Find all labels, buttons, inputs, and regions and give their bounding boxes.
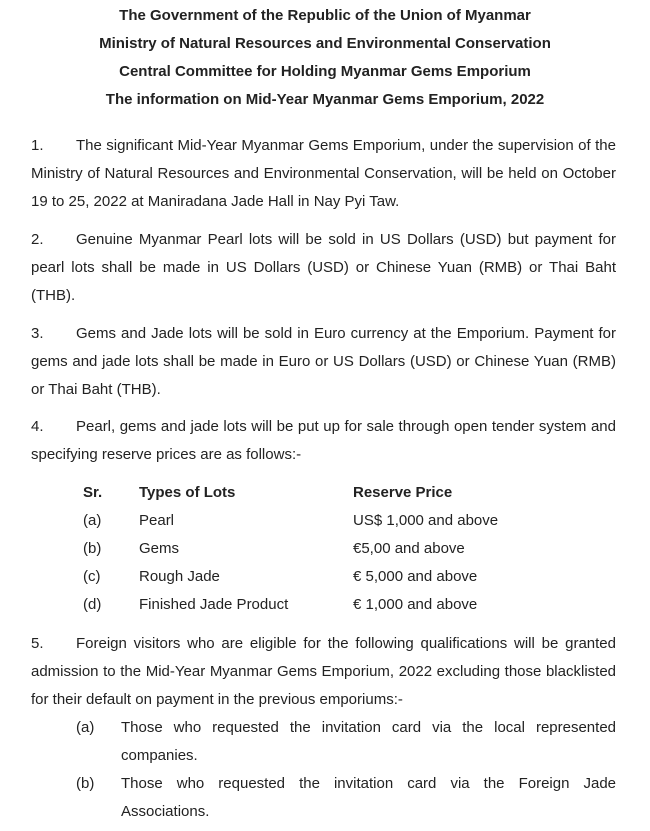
paragraph-number: 2.: [31, 231, 44, 248]
list-item-text: Those who requested the invitation card via the local represented companies.: [121, 719, 616, 764]
paragraph-2: [31, 226, 616, 310]
list-item: [0, 770, 650, 826]
header-ministry: Ministry of Natural Resources and Environmental Conservation: [99, 35, 551, 52]
row-type: Pearl: [139, 512, 175, 529]
table-row: [0, 563, 650, 591]
row-type: Finished Jade Product: [139, 596, 289, 613]
table-row: [0, 535, 650, 563]
paragraph-3: [31, 320, 616, 404]
row-price: US$ 1,000 and above: [353, 512, 499, 529]
header-type: Types of Lots: [139, 484, 236, 501]
paragraph-number: 1.: [31, 137, 44, 154]
list-item-label: (b): [76, 775, 95, 792]
list-item-label: (a): [76, 719, 95, 736]
row-sr: (c): [83, 568, 101, 585]
table-row: [0, 591, 650, 619]
paragraph-1: [31, 132, 616, 216]
paragraph-number: 5.: [31, 635, 44, 652]
paragraph-number: 3.: [31, 325, 44, 342]
table-header-row: [0, 479, 650, 507]
row-type: Gems: [139, 540, 180, 557]
header-committee: Central Committee for Holding Myanmar Gems Emporium: [119, 63, 531, 80]
header-sr: Sr.: [83, 484, 103, 501]
row-price: € 1,000 and above: [353, 596, 478, 613]
row-price: € 5,000 and above: [353, 568, 478, 585]
paragraph-text: Foreign visitors who are eligible for the following qualifications will be granted admission to the Mid-Year Myanmar Gems Emporium, 2022 excluding those blacklisted for their default on payment in the previous emporiums:-: [31, 635, 616, 708]
list-item-text: Those who requested the invitation card via the Foreign Jade Associations.: [121, 775, 616, 820]
paragraph-text: Genuine Myanmar Pearl lots will be sold in US Dollars (USD) but payment for pearl lots shall be made in US Dollars (USD) or Chinese Yuan (RMB) or Thai Baht (THB).: [31, 231, 616, 304]
table-row: [0, 507, 650, 535]
document-header: [0, 2, 650, 114]
header-price: Reserve Price: [353, 484, 453, 501]
list-item: [0, 714, 650, 770]
paragraph-5: [31, 630, 616, 714]
header-government: The Government of the Republic of the Union of Myanmar: [119, 7, 531, 24]
row-price: €5,00 and above: [353, 540, 465, 557]
row-sr: (d): [83, 596, 102, 613]
document-title: The information on Mid-Year Myanmar Gems Emporium, 2022: [105, 91, 545, 108]
paragraph-number: 4.: [31, 418, 44, 435]
reserve-price-table: [0, 479, 650, 619]
row-type: Rough Jade: [139, 568, 220, 585]
qualification-list: [0, 714, 650, 826]
row-sr: (b): [83, 540, 102, 557]
paragraph-4: [31, 413, 616, 469]
row-sr: (a): [83, 512, 102, 529]
paragraph-text: Gems and Jade lots will be sold in Euro currency at the Emporium. Payment for gems and jade lots shall be made in Euro or US Dollars (USD) or Chinese Yuan (RMB) or Thai Baht (THB).: [31, 325, 616, 398]
paragraph-text: Pearl, gems and jade lots will be put up for sale through open tender system and specifying reserve prices are as follows:-: [31, 418, 616, 463]
paragraph-text: The significant Mid-Year Myanmar Gems Emporium, under the supervision of the Ministry of Natural Resources and Environmental Conservation, will be held on October 19 to 25, 2022 at Maniradana Jade Hall in Nay Pyi Taw.: [31, 137, 616, 210]
